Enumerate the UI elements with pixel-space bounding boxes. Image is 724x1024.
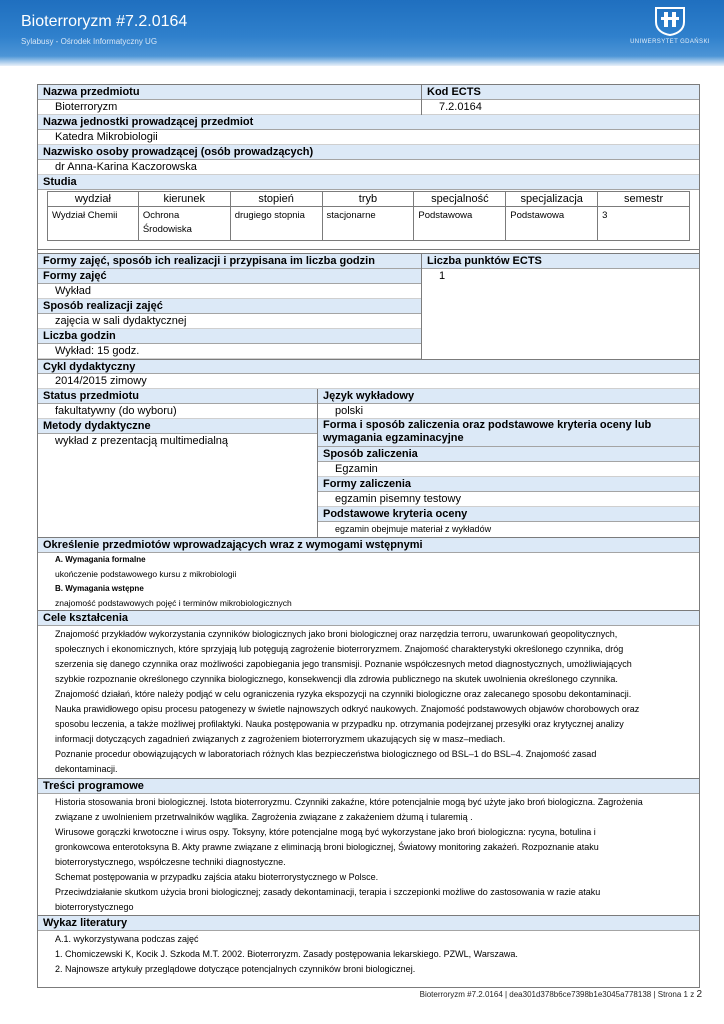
cycle-value: 2014/2015 zimowy — [38, 374, 699, 389]
studia-cell: Wydział Chemii — [48, 207, 139, 241]
goals-text — [38, 626, 699, 779]
studia-header-cell: stopień — [230, 192, 322, 207]
status-value: fakultatywny (do wyboru) — [38, 404, 317, 419]
studia-header-cell: semestr — [598, 192, 690, 207]
ects-code-label: Kod ECTS — [422, 85, 699, 100]
studia-cell: Podstawowa — [414, 207, 506, 241]
content-line: Schemat postępowania w przypadku zajścia ataku bioterrorystycznego w Polsce. — [55, 872, 379, 882]
goals-line: Poznanie procedur obowiązujących w laboratoriach różnych klas bezpieczeństwa biologicznego od BSL–1 do BSL–4. Znajomość zasad — [55, 749, 597, 759]
content-line: bioterrorystycznego, współczesne techniki diagnostyczne. — [55, 857, 286, 867]
course-name-value: Bioterroryzm — [38, 100, 421, 115]
assessment-way-value: Egzamin — [318, 462, 699, 477]
studia-label: Studia — [38, 175, 699, 190]
studia-cell: 3 — [598, 207, 690, 241]
content-line: Wirusowe gorączki krwotoczne i wirus ospy. Toksyny, które potencjalne mogą być wykorzystane jako broń biologiczna: rycyna, botulina i — [55, 827, 596, 837]
literature-label: Wykaz literatury — [38, 916, 699, 931]
prereq-a-label: A. Wymagania formalne — [55, 555, 146, 564]
university-name: UNIWERSYTET GDAŃSKI — [630, 39, 710, 45]
footer-text: Bioterroryzm #7.2.0164 | dea301d378b6ce7398b1e3045a778138 | Strona 1 z — [419, 990, 695, 999]
methods-row — [38, 419, 699, 538]
ects-points-label: Liczba punktów ECTS — [422, 254, 699, 269]
studia-table — [47, 191, 690, 241]
document-subtitle: Sylabusy - Ośrodek Informatyczny UG — [21, 37, 158, 46]
goals-line: Znajomość przykładów wykorzystania czynników biologicznych jako broni biologicznej oraz narzędzia terroru, uwarunkowań geopolitycznych, — [55, 629, 618, 639]
forms-row — [38, 254, 699, 359]
literature-list — [38, 931, 699, 987]
language-value: polski — [318, 404, 699, 419]
content-line: gronkowcowa enterotoksyna B. Akty prawne związane z eliminacją broni biologicznej, Światowy monitoring zakażeń. Rozpoznanie ataku — [55, 842, 599, 852]
assessment-way-label: Sposób zaliczenia — [318, 447, 699, 462]
content-line: Przeciwdziałanie skutkom użycia broni biologicznej; zasady dekontaminacji, terapia i szczepionki możliwe do zastosowania w razie ataku — [55, 887, 601, 897]
studia-cell: Ochrona Środowiska — [138, 207, 230, 241]
content-text — [38, 794, 699, 916]
goals-line: społecznych i ekonomicznych, które sprzyjają lub potęgują zagrożenie bioterroryzmem. Znajomość charakterystyki określonego czynnika, dróg — [55, 644, 624, 654]
university-crest-icon — [653, 6, 687, 36]
studia-header-cell: specjalność — [414, 192, 506, 207]
prereq-a-value: ukończenie podstawowego kursu z mikrobiologii — [55, 569, 237, 579]
footer-total-pages: 2 — [696, 989, 702, 1000]
forms-method-value: zajęcia w sali dydaktycznej — [38, 314, 421, 329]
goals-line: szybkie rozpoznanie określonego czynnika biologicznego, konsekwencji dla zdrowia publicznego na skutek uwolnienia określonego czynnika. — [55, 674, 618, 684]
unit-value: Katedra Mikrobiologii — [38, 130, 699, 145]
studia-header-row — [48, 192, 690, 207]
goals-label: Cele kształcenia — [38, 611, 699, 626]
university-logo — [626, 6, 714, 54]
language-label: Język wykładowy — [318, 389, 699, 404]
forms-label: Formy zajęć, sposób ich realizacji i przypisana im liczba godzin — [38, 254, 421, 269]
course-name-row — [38, 85, 699, 115]
content-line: bioterrorystycznego — [55, 902, 134, 912]
page-header — [0, 0, 724, 66]
studia-cell: drugiego stopnia — [230, 207, 322, 241]
forms-type-value: Wykład — [38, 284, 421, 299]
methods-label: Metody dydaktyczne — [38, 419, 317, 434]
assessment-label: Forma i sposób zaliczenia oraz podstawowe kryteria oceny lub wymagania egzaminacyjne — [318, 419, 699, 447]
status-label: Status przedmiotu — [38, 389, 317, 404]
prereq-label: Określenie przedmiotów wprowadzających wraz z wymogami wstępnymi — [38, 538, 699, 553]
syllabus-sheet — [37, 84, 700, 988]
studia-header-cell: specjalizacja — [506, 192, 598, 207]
list-item: 2. Najnowsze artykuły przeglądowe dotyczące potencjalnych czynników broni biologicznej. — [55, 964, 416, 974]
literature-group: A.1. wykorzystywana podczas zajęć — [55, 934, 199, 944]
studia-cell: Podstawowa — [506, 207, 598, 241]
unit-label: Nazwa jednostki prowadzącej przedmiot — [38, 115, 699, 130]
content-line: związane z uwolnieniem przetrwalników wąglika. Zagrożenia związane z zakażeniem dżumą i tularemią . — [55, 812, 473, 822]
status-row — [38, 389, 699, 419]
course-name-label: Nazwa przedmiotu — [38, 85, 421, 100]
cycle-label: Cykl dydaktyczny — [38, 359, 699, 374]
assessment-criteria-label: Podstawowe kryteria oceny — [318, 507, 699, 522]
goals-line: Nauka prawidłowego opisu procesu patogenezy w świetle najnowszych odkryć naukowych. Znajomość podstawowych objawów chorobowych oraz — [55, 704, 640, 714]
goals-line: sposobu leczenia, a także możliwej profilaktyki. Nauka postępowania w przypadku np. otrzymania podejrzanej przesyłki oraz krytycznej analizy — [55, 719, 624, 729]
goals-line: dekontaminacji. — [55, 764, 118, 774]
list-item: 1. Chomiczewski K, Kocik J. Szkoda M.T. 2002. Bioterroryzm. Zasady postępowania lekarskiego. PZWL, Warszawa. — [55, 949, 518, 959]
page-footer — [420, 989, 702, 1000]
goals-line: Znajomość działań, które należy podjąć w celu ograniczenia ryzyka ekspozycji na czynniki biologiczne oraz zalecanego sposobu dekontaminacji. — [55, 689, 632, 699]
methods-value: wykład z prezentacją multimedialną — [55, 435, 229, 447]
forms-hours-label: Liczba godzin — [38, 329, 421, 344]
assessment-forms-label: Formy zaliczenia — [318, 477, 699, 492]
forms-method-label: Sposób realizacji zajęć — [38, 299, 421, 314]
goals-line: informacji dotyczących zagadnień związanych z zagrożeniem bioterroryzmem ukazujących się w masz–mediach. — [55, 734, 506, 744]
studia-header-cell: kierunek — [138, 192, 230, 207]
prereq-b-label: B. Wymagania wstępne — [55, 584, 144, 593]
instructor-value: dr Anna-Karina Kaczorowska — [38, 160, 699, 175]
studia-header-cell: wydział — [48, 192, 139, 207]
content-label: Treści programowe — [38, 779, 699, 794]
prereq-b-value: znajomość podstawowych pojęć i terminów mikrobiologicznych — [38, 596, 699, 611]
instructor-label: Nazwisko osoby prowadzącej (osób prowadzących) — [38, 145, 699, 160]
studia-table-wrapper — [38, 190, 699, 250]
table-row — [48, 207, 690, 241]
forms-type-label: Formy zajęć — [38, 269, 421, 284]
ects-points-value: 1 — [439, 270, 446, 282]
goals-line: szerzenia się danego czynnika oraz możliwości zapobiegania jego transmisji. Poznanie współczesnych metod diagnostycznych, umożliwiających — [55, 659, 632, 669]
assessment-criteria-value: egzamin obejmuje materiał z wykładów — [335, 524, 492, 534]
studia-cell: stacjonarne — [322, 207, 414, 241]
ects-code-value: 7.2.0164 — [422, 100, 699, 115]
document-title: Bioterroryzm #7.2.0164 — [21, 13, 188, 30]
content-line: Historia stosowania broni biologicznej. Istota bioterroryzmu. Czynniki zakaźne, które potencjalnie mogą być użyte jako broń biologiczna. Zagrożenia — [55, 797, 643, 807]
forms-hours-value: Wykład: 15 godz. — [38, 344, 421, 359]
assessment-forms-value: egzamin pisemny testowy — [318, 492, 699, 507]
studia-header-cell: tryb — [322, 192, 414, 207]
